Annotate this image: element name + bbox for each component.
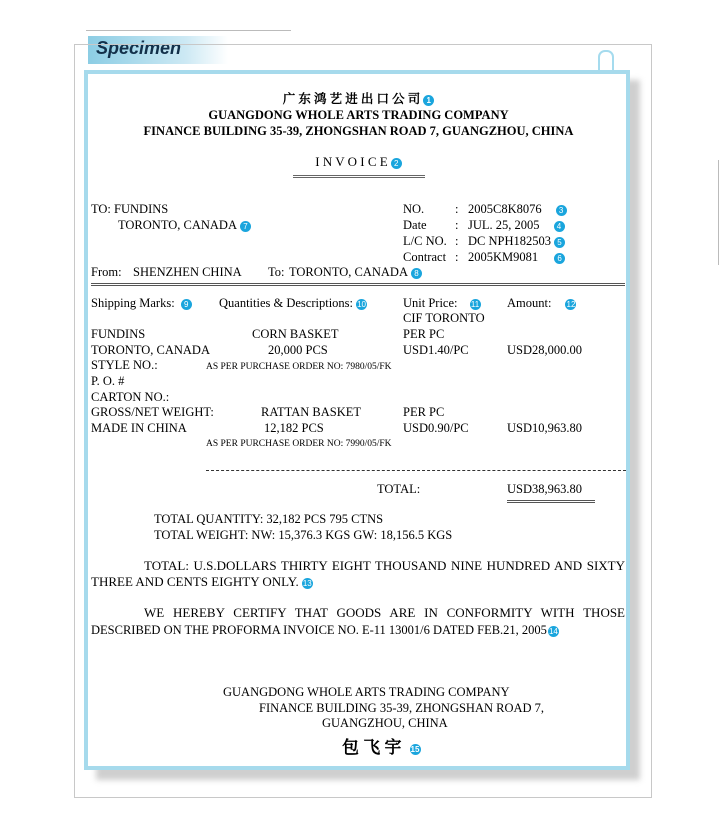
item-unit-label: PER PC xyxy=(403,405,445,419)
meta-label-lc: L/C NO. xyxy=(403,234,447,248)
to-value: TORONTO, CANADA 8 xyxy=(289,265,422,279)
mark-line: CARTON NO.: xyxy=(91,390,170,404)
top-rule xyxy=(86,30,291,31)
marker-1: 1 xyxy=(423,95,434,106)
chinese-company-name: 广 东 鸿 艺 进 出 口 公 司 1 xyxy=(92,92,625,106)
invoice-title: I N V O I C E 2 xyxy=(92,155,625,169)
footer-address1: FINANCE BUILDING 35-39, ZHONGSHAN ROAD 7, xyxy=(259,701,545,715)
to-city: TORONTO, CANADA 7 xyxy=(118,218,251,232)
col-unit-price-sub: CIF TORONTO xyxy=(403,311,485,325)
item-amount: USD28,000.00 xyxy=(507,343,583,357)
item-unit-price: USD0.90/PC xyxy=(403,421,469,435)
col-shipping-marks: Shipping Marks: 9 xyxy=(91,296,192,310)
right-edge-mark xyxy=(718,160,724,265)
company-name: GUANGDONG WHOLE ARTS TRADING COMPANY xyxy=(208,108,509,122)
total-quantity: TOTAL QUANTITY: 32,182 PCS 795 CTNS xyxy=(154,512,384,526)
meta-colon: : xyxy=(455,250,459,264)
to-label: To: xyxy=(268,265,285,279)
meta-colon: : xyxy=(455,218,459,232)
col-quantities: Quantities & Descriptions: 10 xyxy=(219,296,366,310)
mark-line: MADE IN CHINA xyxy=(91,421,187,435)
company-address: FINANCE BUILDING 35-39, ZHONGSHAN ROAD 7, GUANGZHOU, CHINA xyxy=(143,124,574,138)
marker-9: 9 xyxy=(181,299,192,310)
footer-company: GUANGDONG WHOLE ARTS TRADING COMPANY xyxy=(223,685,510,699)
item-quantity: 20,000 PCS xyxy=(268,343,328,357)
meta-colon: : xyxy=(455,202,459,216)
item-po-note: AS PER PURCHASE ORDER NO: 7990/05/FK xyxy=(206,439,392,449)
to-company: TO: FUNDINS xyxy=(91,202,169,216)
marker-5: 5 xyxy=(554,237,565,248)
meta-value-date: JUL. 25, 2005 4 xyxy=(468,218,565,232)
footer-address2: GUANGZHOU, CHINA xyxy=(322,716,448,730)
total-label: TOTAL: xyxy=(377,482,421,496)
from-label: From: xyxy=(91,265,122,279)
certify-line1: WE HEREBY CERTIFY THAT GOODS ARE IN CONFORMITY WITH THOSE xyxy=(144,605,625,620)
item-description: CORN BASKET xyxy=(252,327,339,341)
marker-10: 10 xyxy=(357,299,366,309)
meta-value-no: 2005C8K8076 3 xyxy=(468,202,567,216)
mark-line: FUNDINS xyxy=(91,327,146,341)
signature: 包 飞 宇 15 xyxy=(342,738,420,757)
total-weight: TOTAL WEIGHT: NW: 15,376.3 KGS GW: 18,156.5 KGS xyxy=(154,528,453,542)
item-unit-label: PER PC xyxy=(403,327,445,341)
total-words-line2: THREE AND CENTS EIGHTY ONLY. 13 xyxy=(91,574,312,589)
meta-value-contract: 2005KM9081 6 xyxy=(468,250,565,264)
marker-2: 2 xyxy=(391,158,402,169)
marker-4: 4 xyxy=(554,221,565,232)
title-underline xyxy=(293,175,425,178)
total-words-line1: TOTAL: U.S.DOLLARS THIRTY EIGHT THOUSAND NINE HUNDRED AND SIXTY xyxy=(144,558,625,573)
col-amount: Amount: 12 xyxy=(507,296,576,310)
mark-line: P. O. # xyxy=(91,374,125,388)
from-value: SHENZHEN CHINA xyxy=(133,265,242,279)
item-unit-price: USD1.40/PC xyxy=(403,343,469,357)
total-dashed-rule xyxy=(206,470,626,471)
mark-line: GROSS/NET WEIGHT: xyxy=(91,405,214,419)
marker-3: 3 xyxy=(556,205,567,216)
item-po-note: AS PER PURCHASE ORDER NO: 7980/05/FK xyxy=(206,362,392,372)
marker-7: 7 xyxy=(240,221,251,232)
header-separator xyxy=(91,283,625,286)
meta-label-contract: Contract xyxy=(403,250,447,264)
certify-line2: DESCRIBED ON THE PROFORMA INVOICE NO. E-11 13001/6 DATED FEB.21, 2005 14 xyxy=(91,623,558,637)
marker-12: 12 xyxy=(566,299,576,309)
marker-13: 13 xyxy=(302,578,312,588)
marker-15: 15 xyxy=(410,744,420,754)
marker-6: 6 xyxy=(554,253,565,264)
item-amount: USD10,963.80 xyxy=(507,421,583,435)
marker-14: 14 xyxy=(548,626,558,636)
marker-11: 11 xyxy=(470,299,480,309)
meta-label-no: NO. xyxy=(403,202,425,216)
total-value: USD38,963.80 xyxy=(507,482,583,496)
marker-8: 8 xyxy=(411,268,422,279)
specimen-label: Specimen xyxy=(96,38,182,58)
mark-line: TORONTO, CANADA xyxy=(91,343,210,357)
total-double-underline xyxy=(507,500,595,503)
mark-line: STYLE NO.: xyxy=(91,358,158,372)
item-description: RATTAN BASKET xyxy=(261,405,362,419)
meta-value-lc: DC NPH182503 5 xyxy=(468,234,565,248)
meta-colon: : xyxy=(455,234,459,248)
item-quantity: 12,182 PCS xyxy=(264,421,324,435)
col-unit-price: Unit Price: 11 xyxy=(403,296,480,310)
meta-label-date: Date xyxy=(403,218,427,232)
